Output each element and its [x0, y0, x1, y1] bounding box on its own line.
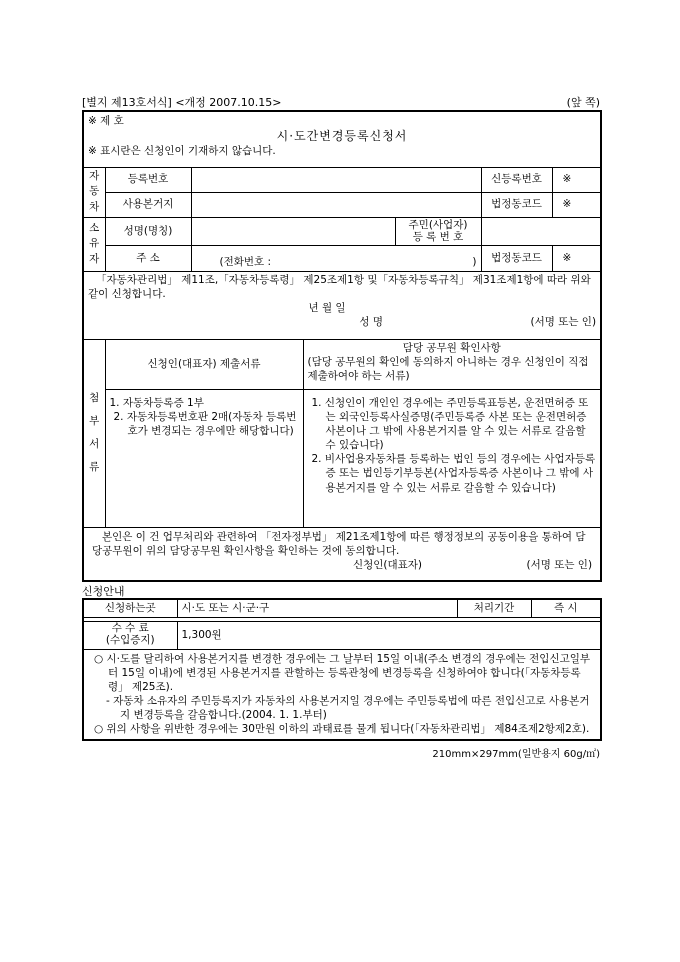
list-item: - 자동차 소유자의 주민등록지가 자동차의 사용본거지일 경우에는 주민등록법에 따른 전입신고로 사용본거지 변경등록을 갈음합니다.(2004. 1. 1.부터): [106, 695, 590, 722]
place-label: 신청하는곳: [83, 599, 177, 617]
declaration-text: 「자동차관리법」 제11조,「자동차등록령」 제25조제1항 및「자동차등록규칙」 제31조제1항에 따라 위와 같이 신청합니다.: [88, 273, 591, 300]
applicant-docs-header: 신청인(대표자) 제출서류: [105, 339, 303, 389]
guide-notes: [83, 649, 601, 740]
base-location-field[interactable]: [191, 192, 481, 217]
declaration-date: 년 월 일: [308, 301, 346, 314]
vehicle-legal-dong-label: 법정동코드: [491, 198, 542, 211]
phone-close: ): [472, 256, 477, 269]
attachments-section-label: 첨 부 서 류: [83, 339, 105, 527]
period-label: 처리기간: [457, 599, 531, 617]
owner-section-label: 소 유 자: [83, 217, 105, 271]
consent-signer: 신청인(대표자): [352, 558, 422, 571]
reg-no-field[interactable]: [191, 167, 481, 192]
phone-label: (전화번호 :: [219, 256, 272, 269]
paper-size: 210mm×297mm(일반용지 60g/㎡): [432, 748, 600, 760]
vehicle-legal-dong-cell: [481, 192, 601, 217]
vehicle-section-label: 자 동 차: [83, 167, 105, 217]
form-page: [82, 94, 600, 760]
list-item: 1. 신청인이 개인인 경우에는 주민등록표등본, 운전면허증 또는 외국인등록사실증명(주민등록증 사본 또는 운전면허증 사본이나 그 밖에 사용본거지를 알 수 있는 서류로 갈음할 수 있습니다): [311, 396, 589, 452]
application-table: [82, 110, 602, 582]
form-header: [82, 94, 600, 110]
new-reg-no-label: 신등록번호: [491, 173, 542, 186]
consent-text: 본인은 이 건 업무처리와 관련하여 「전자정부법」 제21조제1항에 따른 행정정보의 공동이용을 통하여 담당공무원이 위의 담당공무원 확인사항을 확인하는 것에 동의합니다.: [92, 530, 586, 557]
guide-title: 신청안내: [82, 585, 125, 598]
notice-text: ※ 표시란은 신청인이 기재하지 않습니다.: [88, 145, 276, 158]
list-item: 2. 비사업용자동차를 등록하는 법인 등의 경우에는 사업자등록증 또는 법인등기부등본(사업자등록증 사본이나 그 밖에 사용본거지를 알 수 있는 서류로 갈음할 수 있습니다): [311, 453, 596, 494]
owner-legal-dong-label: 법정동코드: [491, 251, 542, 264]
owner-legal-dong-cell: [481, 245, 601, 271]
fee-label: 수 수 료 (수입증지): [83, 621, 177, 649]
official-docs-header: 담당 공무원 확인사항 (담당 공무원의 확인에 동의하지 아니하는 경우 신청인이 직접 제출하여야 하는 서류): [303, 339, 601, 389]
page-side: (앞 쪽): [566, 96, 600, 109]
list-item: ○ 위의 사항을 위반한 경우에는 30만원 이하의 과태료를 물게 됩니다(「자동차관리법」 제84조제2항제2호).: [94, 723, 590, 736]
resident-no-label: 주민(사업자) 등 록 번 호: [395, 217, 481, 245]
signature-field[interactable]: (서명 또는 인): [530, 316, 597, 329]
address-label: 주 소: [105, 245, 191, 271]
resident-no-field[interactable]: [481, 217, 601, 245]
signature-label: 성 명: [359, 316, 383, 329]
declaration-block: [83, 271, 601, 339]
period-value: 즉 시: [531, 599, 601, 617]
applicant-docs-list: [105, 389, 303, 527]
new-reg-no-cell: [481, 167, 601, 192]
consent-block: [83, 527, 601, 581]
address-field[interactable]: [191, 245, 481, 271]
new-reg-no-mark: ※: [552, 168, 572, 192]
consent-signature-field[interactable]: (서명 또는 인): [526, 558, 593, 571]
list-item: 2. 자동차등록번호판 2매(자동차 등록번호가 변경되는 경우에만 해당합니다): [113, 410, 297, 437]
guide-table: [82, 598, 602, 741]
owner-name-label: 성명(명칭): [105, 217, 191, 245]
list-item: ○ 시·도를 달리하여 사용본거지를 변경한 경우에는 그 날부터 15일 이내(주소 변경의 경우에는 전입신고일부터 15일 이내)에 변경된 사용본거지를 관할하는 등록관청에 변경등록을 신청하여야 합니다(「자동차등록령」 제25조).: [94, 652, 591, 693]
receipt-number: ※ 제 호: [88, 115, 124, 127]
form-number: [별지 제13호서식] <개정 2007.10.15>: [82, 96, 282, 109]
title-block: [83, 111, 601, 167]
reg-no-label: 등록번호: [105, 167, 191, 192]
page-title: 시·도간변경등록신청서: [276, 129, 408, 144]
list-item: 1. 자동차등록증 1부: [109, 396, 204, 409]
official-docs-list: [303, 389, 601, 527]
owner-legal-dong-mark: ※: [552, 246, 572, 271]
fee-value: 1,300원: [177, 621, 601, 649]
place-value: 시·도 또는 시·군·구: [177, 599, 457, 617]
base-location-label: 사용본거지: [105, 192, 191, 217]
vehicle-legal-dong-mark: ※: [552, 193, 572, 217]
owner-name-field[interactable]: [191, 217, 395, 245]
